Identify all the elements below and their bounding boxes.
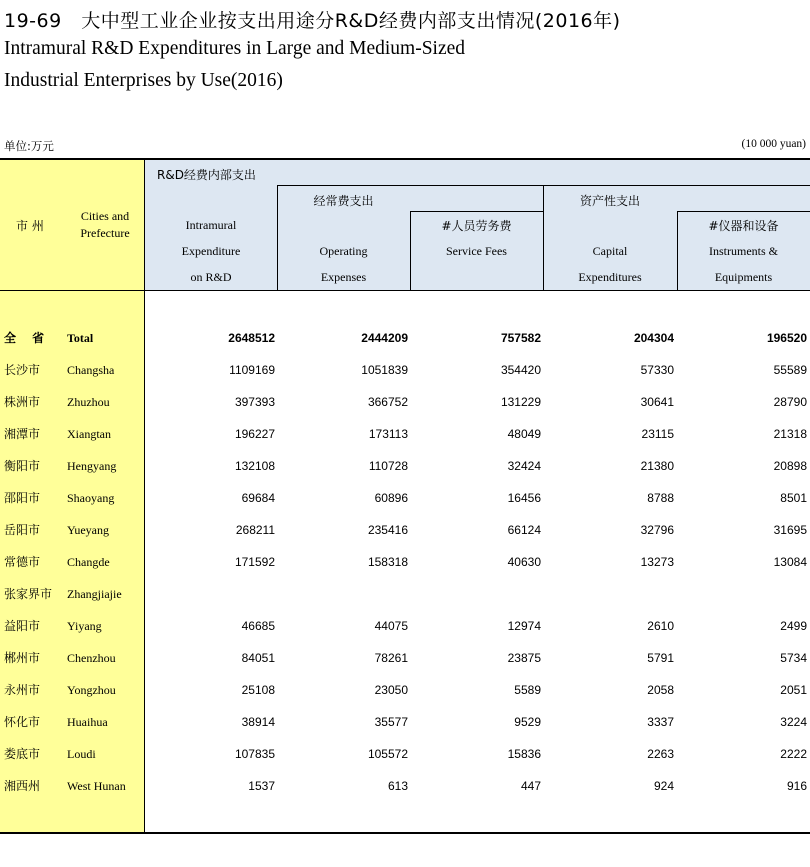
row-capital: 13273 xyxy=(640,555,674,569)
row-city-en: West Hunan xyxy=(67,779,126,793)
header-operating-line1: Operating xyxy=(319,244,368,258)
row-city-en: Shaoyang xyxy=(67,491,115,505)
row-service-fees: 131229 xyxy=(500,395,541,409)
table-row xyxy=(0,482,810,514)
row-service-fees: 40630 xyxy=(507,555,541,569)
row-instruments: 2499 xyxy=(780,619,807,633)
row-city-en: Zhangjiajie xyxy=(67,587,122,601)
header-instruments-line2: Equipments xyxy=(714,270,773,284)
header-capital-cn: 资产性支出 xyxy=(579,194,640,208)
row-city-en: Yongzhou xyxy=(67,683,116,697)
row-instruments: 31695 xyxy=(773,523,807,537)
row-capital: 2610 xyxy=(647,619,674,633)
header-instruments-line1: Instruments & xyxy=(709,244,778,258)
unit-label-english: (10 000 yuan) xyxy=(741,138,806,150)
row-operating: 60896 xyxy=(374,491,408,505)
row-service-fees: 9529 xyxy=(514,715,541,729)
row-intramural: 268211 xyxy=(235,523,275,537)
row-instruments: 55589 xyxy=(773,363,807,377)
row-capital: 57330 xyxy=(640,363,674,377)
header-operating-cn: 经常费支出 xyxy=(313,194,374,208)
row-service-fees: 48049 xyxy=(507,427,541,441)
table-row-total xyxy=(0,322,810,354)
row-city-cn: 怀化市 xyxy=(4,715,41,729)
page-title-english-line2: Industrial Enterprises by Use(2016) xyxy=(4,70,283,91)
row-instruments: 196520 xyxy=(766,331,807,345)
row-city-en: Changde xyxy=(67,555,110,569)
header-operating-line2: Expenses xyxy=(320,270,367,284)
row-intramural: 1537 xyxy=(248,779,275,793)
row-service-fees: 354420 xyxy=(500,363,541,377)
row-city-cn: 岳阳市 xyxy=(4,523,41,537)
row-instruments: 20898 xyxy=(773,459,807,473)
row-operating: 23050 xyxy=(374,683,408,697)
row-operating: 1051839 xyxy=(361,363,408,377)
row-city-cn: 常德市 xyxy=(4,555,41,569)
row-city-cn: 张家界市 xyxy=(4,587,53,601)
row-service-fees: 447 xyxy=(520,779,541,793)
header-intramural-line1: Intramural xyxy=(185,218,237,232)
row-capital: 3337 xyxy=(647,715,674,729)
row-service-fees: 757582 xyxy=(500,331,541,345)
row-instruments: 5734 xyxy=(780,651,807,665)
row-intramural: 1109169 xyxy=(229,363,275,377)
row-intramural: 25108 xyxy=(241,683,275,697)
row-service-fees: 5589 xyxy=(514,683,541,697)
row-city-cn: 娄底市 xyxy=(4,747,41,761)
table-row xyxy=(0,706,810,738)
row-instruments: 28790 xyxy=(773,395,807,409)
row-intramural: 171592 xyxy=(234,555,275,569)
row-instruments: 916 xyxy=(786,779,807,793)
row-intramural: 69684 xyxy=(241,491,275,505)
table-top-rule xyxy=(0,158,810,160)
table-row xyxy=(0,578,810,610)
row-operating: 613 xyxy=(387,779,408,793)
row-operating: 105572 xyxy=(367,747,408,761)
row-service-fees: 66124 xyxy=(507,523,541,537)
table-row xyxy=(0,546,810,578)
row-intramural: 2648512 xyxy=(228,331,275,345)
row-intramural: 397393 xyxy=(234,395,275,409)
table-row xyxy=(0,770,810,802)
header-city-cn: 市 州 xyxy=(16,219,44,233)
row-instruments: 2222 xyxy=(780,747,807,761)
row-service-fees: 16456 xyxy=(507,491,541,505)
table-row xyxy=(0,450,810,482)
row-city-en: Xiangtan xyxy=(67,427,111,441)
row-operating: 44075 xyxy=(374,619,408,633)
header-city-en-line1: Cities and xyxy=(80,209,130,223)
table-row xyxy=(0,738,810,770)
row-city-cn: 郴州市 xyxy=(4,651,41,665)
row-intramural: 84051 xyxy=(241,651,275,665)
row-intramural: 107835 xyxy=(234,747,275,761)
row-city-en: Hengyang xyxy=(67,459,117,473)
table-row xyxy=(0,514,810,546)
row-city-cn: 衡阳市 xyxy=(4,459,41,473)
row-operating: 35577 xyxy=(374,715,408,729)
row-instruments: 8501 xyxy=(780,491,807,505)
header-divider-service xyxy=(410,211,543,212)
row-city-cn: 湘西州 xyxy=(4,779,41,793)
row-operating: 78261 xyxy=(374,651,408,665)
header-rd-expenditure-cn: R&D经费内部支出 xyxy=(157,168,256,182)
row-capital: 924 xyxy=(653,779,674,793)
table-row xyxy=(0,610,810,642)
row-city-cn: 益阳市 xyxy=(4,619,41,633)
header-intramural-line3: on R&D xyxy=(190,270,232,284)
table-row xyxy=(0,674,810,706)
row-service-fees: 15836 xyxy=(507,747,541,761)
row-city-en: Yueyang xyxy=(67,523,109,537)
row-operating: 110728 xyxy=(368,459,408,473)
table-row xyxy=(0,418,810,450)
row-operating: 366752 xyxy=(367,395,408,409)
row-city-en: Yiyang xyxy=(67,619,102,633)
row-operating: 235416 xyxy=(367,523,408,537)
row-city-cn: 全 省 xyxy=(4,331,51,345)
row-operating: 158318 xyxy=(367,555,408,569)
row-capital: 2263 xyxy=(647,747,674,761)
header-service-en: Service Fees xyxy=(446,244,507,258)
page-title-english-line1: Intramural R&D Expenditures in Large and Medium-Sized xyxy=(4,38,466,59)
row-instruments: 13084 xyxy=(773,555,807,569)
table-row xyxy=(0,354,810,386)
row-city-en: Huaihua xyxy=(67,715,108,729)
row-instruments: 21318 xyxy=(773,427,807,441)
unit-label-chinese: 单位:万元 xyxy=(4,139,54,153)
row-city-en: Total xyxy=(67,331,94,345)
row-city-en: Zhuzhou xyxy=(67,395,110,409)
row-city-cn: 长沙市 xyxy=(4,363,41,377)
table-bottom-rule xyxy=(0,832,810,834)
row-intramural: 46685 xyxy=(241,619,275,633)
row-capital: 2058 xyxy=(647,683,674,697)
row-operating: 173113 xyxy=(368,427,408,441)
row-city-cn: 永州市 xyxy=(4,683,41,697)
header-capital-line1: Capital xyxy=(592,244,628,258)
row-city-en: Loudi xyxy=(67,747,96,761)
row-city-cn: 株洲市 xyxy=(4,395,41,409)
row-capital: 5791 xyxy=(647,651,674,665)
header-capital-line2: Expenditures xyxy=(578,270,642,284)
page-title-chinese: 19-69 大中型工业企业按支出用途分R&D经费内部支出情况(2016年) xyxy=(4,10,621,32)
row-instruments: 3224 xyxy=(780,715,807,729)
row-capital: 8788 xyxy=(647,491,674,505)
header-service-cn: #人员劳务费 xyxy=(441,219,512,233)
row-city-cn: 邵阳市 xyxy=(4,491,41,505)
row-service-fees: 23875 xyxy=(507,651,541,665)
row-city-en: Changsha xyxy=(67,363,115,377)
row-service-fees: 32424 xyxy=(507,459,541,473)
row-capital: 32796 xyxy=(640,523,674,537)
row-capital: 30641 xyxy=(640,395,674,409)
table-row xyxy=(0,642,810,674)
row-intramural: 196227 xyxy=(234,427,275,441)
header-city-en-line2: Prefecture xyxy=(80,226,130,240)
row-operating: 2444209 xyxy=(361,331,408,345)
row-city-cn: 湘潭市 xyxy=(4,427,41,441)
table-row xyxy=(0,386,810,418)
row-intramural: 132108 xyxy=(234,459,275,473)
row-intramural: 38914 xyxy=(241,715,275,729)
row-capital: 23115 xyxy=(641,427,674,441)
row-instruments: 2051 xyxy=(780,683,807,697)
header-intramural-line2: Expenditure xyxy=(181,244,241,258)
header-divider-instruments xyxy=(677,211,810,212)
row-city-en: Chenzhou xyxy=(67,651,116,665)
row-capital: 21380 xyxy=(640,459,674,473)
row-service-fees: 12974 xyxy=(507,619,541,633)
header-bottom-rule xyxy=(0,290,810,291)
header-instruments-cn: #仪器和设备 xyxy=(708,219,779,233)
row-capital: 204304 xyxy=(633,331,674,345)
